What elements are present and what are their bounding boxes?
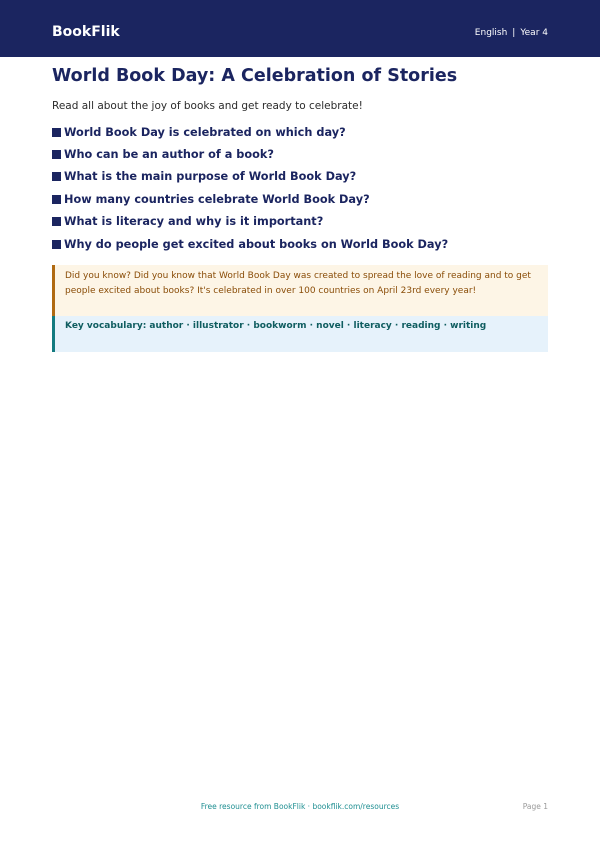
- year-label: Year 4: [520, 28, 548, 38]
- question-text: What is the main purpose of World Book Day?: [64, 170, 357, 184]
- question-item: [52, 211, 448, 233]
- page-title: World Book Day: A Celebration of Stories: [52, 66, 458, 86]
- question-list: [52, 121, 448, 255]
- square-bullet-icon: [52, 217, 61, 226]
- did-you-know-callout: [52, 265, 548, 316]
- question-text: Why do people get excited about books on World Book Day?: [64, 237, 449, 251]
- square-bullet-icon: [52, 195, 61, 204]
- intro-text: Read all about the joy of books and get ready to celebrate!: [52, 100, 363, 112]
- question-item: [52, 188, 448, 210]
- question-text: How many countries celebrate World Book Day?: [64, 192, 370, 206]
- vocabulary-text: Key vocabulary: author · illustrator · bookworm · novel · literacy · reading · writing: [65, 321, 487, 331]
- question-item: [52, 121, 448, 143]
- subject-year-label: [475, 27, 548, 39]
- question-item: [52, 233, 448, 255]
- key-vocabulary-box: [52, 316, 548, 352]
- page-number: Page 1: [522, 802, 548, 811]
- square-bullet-icon: [52, 172, 61, 181]
- question-text: Who can be an author of a book?: [64, 148, 274, 162]
- subject-label: English: [474, 28, 508, 38]
- square-bullet-icon: [52, 240, 61, 249]
- site-header: [0, 0, 600, 57]
- square-bullet-icon: [52, 150, 61, 159]
- brand-logo[interactable]: BookFlik: [52, 24, 120, 40]
- question-text: What is literacy and why is it important?: [64, 215, 324, 229]
- meta-separator: |: [512, 28, 516, 38]
- question-item: [52, 143, 448, 165]
- callout-text: Did you know? Did you know that World Book Day was created to spread the love of reading and to get people excited about books? It's celebrated in over 100 countries on April 23rd every year!: [65, 271, 531, 296]
- question-text: World Book Day is celebrated on which day?: [64, 125, 346, 139]
- footer-credit-link[interactable]: Free resource from BookFlik · bookflik.com/resources: [200, 802, 400, 811]
- question-item: [52, 166, 448, 188]
- square-bullet-icon: [52, 128, 61, 137]
